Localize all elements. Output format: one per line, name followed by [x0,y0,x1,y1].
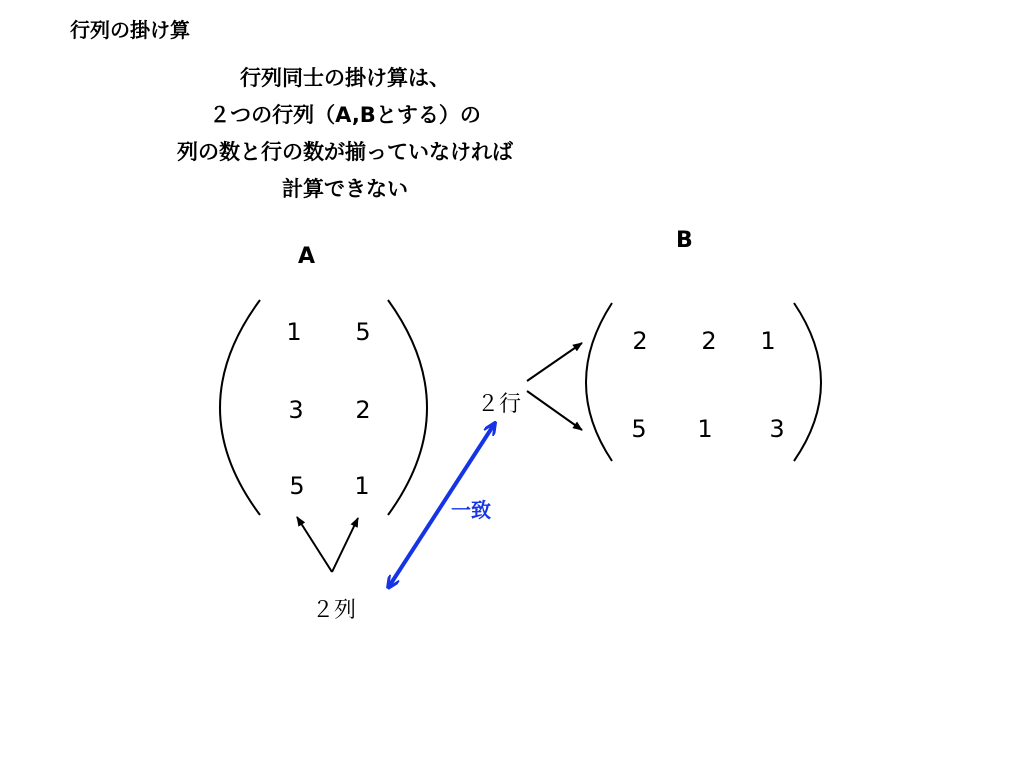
matrix-a-left-bracket [220,300,260,515]
matrix-b-cell: 1 [697,415,713,443]
matrix-b-cell: 1 [760,327,776,355]
matrix-b-cell: 3 [769,415,785,443]
matrix-b-cell: 2 [701,327,717,355]
matrix-a-cell: 5 [355,318,371,346]
description-line-3: 列の数と行の数が揃っていなければ [177,140,513,164]
matrix-a-cell: 3 [288,396,304,424]
matrix-b-cell: 5 [631,415,647,443]
columns-label: ２列 [312,598,357,623]
matrix-a-cell: 5 [289,472,305,500]
column-arrow-left [297,517,332,572]
matrix-a-right-bracket [388,300,427,515]
row-arrow-bottom [527,391,582,430]
matrix-a-name: A [298,244,316,269]
match-label: 一致 [451,498,491,522]
matrix-a-cell: 2 [355,396,371,424]
row-arrow-top [527,343,582,381]
description-line-2: ２つの行列（A,Bとする）の [209,103,481,127]
description-line-4: 計算できない [282,177,408,201]
matrix-a-cell: 1 [354,472,370,500]
matrix-b-right-bracket [794,303,821,461]
matrix-b-name: B [676,228,693,253]
description-line-1: 行列同士の掛け算は、 [240,66,450,90]
matrix-b-left-bracket [586,303,612,461]
matrix-a-cell: 1 [286,318,302,346]
column-arrow-right [332,518,358,572]
matrix-b-cell: 2 [632,327,648,355]
slide-title: 行列の掛け算 [70,18,190,42]
rows-label: ２行 [477,392,522,417]
